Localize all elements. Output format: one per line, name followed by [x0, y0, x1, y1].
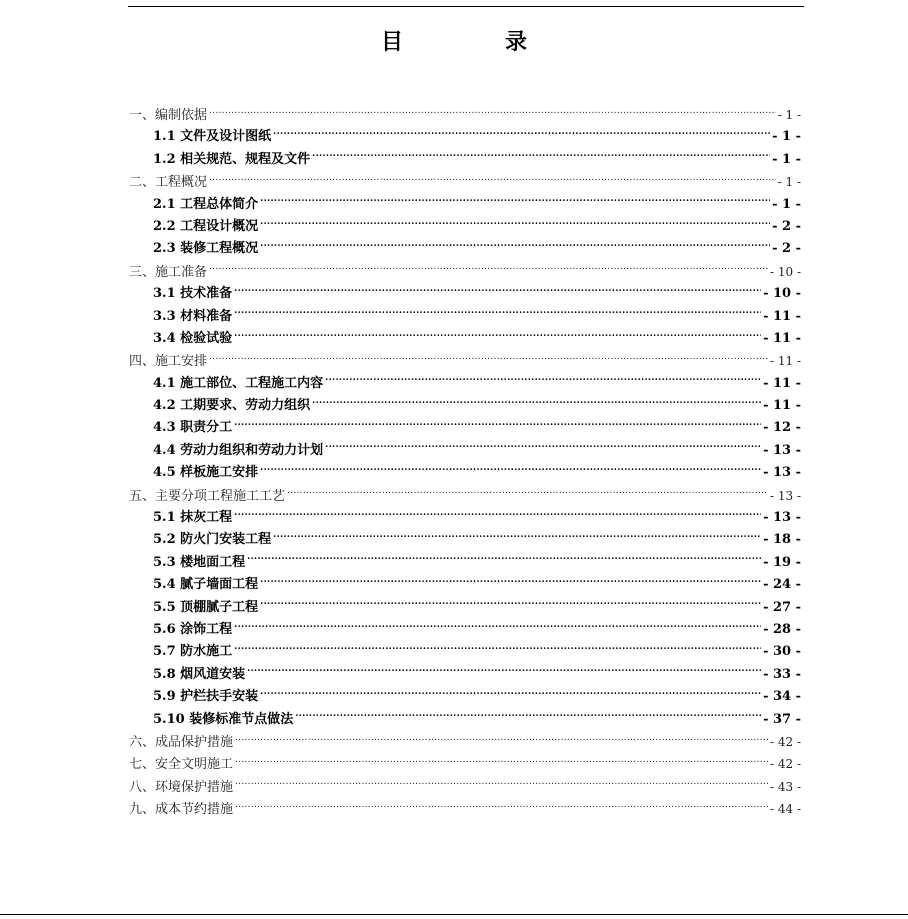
toc-entry-page-number: - 27 - [763, 599, 801, 615]
toc-section-entry[interactable] [129, 328, 801, 350]
toc-dot-leader [295, 711, 761, 723]
toc-section-entry[interactable] [129, 395, 801, 417]
toc-dot-leader [235, 756, 768, 768]
toc-section-entry[interactable] [129, 306, 801, 328]
toc-entry-label: 3.4 检验试验 [153, 330, 233, 346]
toc-section-entry[interactable] [129, 686, 801, 708]
toc-section-entry[interactable] [129, 216, 801, 238]
toc-entry-label: 2.1 工程总体简介 [153, 196, 259, 212]
toc-dot-leader [209, 107, 776, 119]
toc-section-entry[interactable] [129, 440, 801, 462]
toc-dot-leader [260, 218, 770, 230]
toc-entry-page-number: - 11 - [763, 330, 801, 346]
toc-entry-label: 4.4 劳动力组织和劳动力计划 [153, 442, 324, 458]
toc-entry-page-number: - 37 - [763, 711, 801, 727]
toc-section-entry[interactable] [129, 283, 801, 305]
toc-dot-leader [287, 488, 768, 500]
toc-section-entry[interactable] [129, 664, 801, 686]
toc-entry-label: 1.1 文件及设计图纸 [153, 129, 272, 145]
toc-entry-label: 3.3 材料准备 [153, 308, 233, 324]
toc-entry-page-number: - 1 - [777, 108, 801, 122]
toc-dot-leader [312, 151, 770, 163]
toc-entry-label: 5.7 防水施工 [153, 644, 233, 660]
toc-section-entry[interactable] [129, 462, 801, 484]
toc-section-entry[interactable] [129, 417, 801, 439]
toc-section-entry[interactable] [129, 529, 801, 551]
toc-entry-label: 4.2 工期要求、劳动力组织 [153, 398, 311, 414]
toc-entry-label: 七、安全文明施工 [129, 757, 234, 773]
toc-entry-page-number: - 1 - [777, 175, 801, 190]
toc-entry-page-number: - 19 - [763, 554, 801, 570]
toc-entry-page-number: - 1 - [772, 151, 801, 167]
toc-entry-page-number: - 42 - [769, 734, 801, 749]
toc-dot-leader [209, 264, 768, 276]
toc-entry-label: 2.2 工程设计概况 [153, 218, 259, 234]
toc-dot-leader [260, 599, 761, 611]
toc-entry-page-number: - 13 - [763, 442, 801, 458]
toc-section-entry[interactable] [129, 574, 801, 596]
toc-entry-label: 5.2 防火门安装工程 [153, 532, 272, 548]
toc-entry-page-number: - 11 - [769, 354, 801, 369]
toc-dot-leader [273, 531, 761, 543]
toc-entry-page-number: - 1 - [772, 196, 801, 212]
toc-entry-page-number: - 12 - [763, 420, 801, 436]
toc-entry-label: 4.3 职责分工 [153, 420, 233, 436]
toc-entry-page-number: - 24 - [763, 577, 801, 593]
toc-entry-label: 六、成品保护措施 [129, 734, 234, 750]
toc-dot-leader [235, 801, 768, 813]
toc-entry-label: 5.8 烟风道安装 [153, 666, 246, 682]
toc-dot-leader [234, 621, 761, 633]
toc-dot-leader [260, 576, 761, 588]
toc-entry-page-number: - 1 - [772, 129, 801, 145]
toc-dot-leader [234, 509, 761, 521]
toc-dot-leader [312, 397, 761, 409]
toc-dot-leader [260, 240, 770, 252]
toc-entry-page-number: - 11 - [763, 308, 801, 324]
toc-dot-leader [235, 779, 768, 791]
toc-dot-leader [234, 643, 761, 655]
toc-entry-label: 2.3 装修工程概况 [153, 241, 259, 257]
toc-entry-label: 1.2 相关规范、规程及文件 [153, 151, 311, 167]
toc-entry-label: 四、施工安排 [129, 354, 208, 370]
bottom-rule [0, 914, 908, 915]
toc-dot-leader [209, 174, 776, 186]
toc-dot-leader [273, 128, 770, 140]
toc-entry-page-number: - 42 - [769, 757, 801, 772]
toc-dot-leader [234, 330, 761, 342]
toc-dot-leader [234, 308, 761, 320]
toc-entry-label: 5.6 涂饰工程 [153, 621, 233, 637]
toc-entry-label: 3.1 技术准备 [153, 286, 233, 302]
toc-entry-page-number: - 34 - [763, 689, 801, 705]
toc-entry-label: 5.3 楼地面工程 [153, 554, 246, 570]
toc-entry-page-number: - 13 - [763, 510, 801, 526]
toc-chapter-entry[interactable] [129, 731, 801, 753]
toc-entry-page-number: - 11 - [763, 375, 801, 391]
toc-dot-leader [260, 464, 761, 476]
toc-section-entry[interactable] [129, 238, 801, 260]
toc-entry-page-number: - 11 - [763, 398, 801, 414]
toc-entry-page-number: - 33 - [763, 666, 801, 682]
toc-entry-page-number: - 18 - [763, 532, 801, 548]
toc-chapter-entry[interactable] [129, 350, 801, 372]
toc-chapter-entry[interactable] [129, 261, 801, 283]
toc-entry-label: 5.4 腻子墙面工程 [153, 577, 259, 593]
toc-chapter-entry[interactable] [129, 485, 801, 507]
toc-dot-leader [325, 442, 761, 454]
toc-entry-page-number: - 28 - [763, 621, 801, 637]
toc-chapter-entry[interactable] [129, 753, 801, 775]
toc-entry-page-number: - 2 - [772, 218, 801, 234]
toc-entry-label: 5.9 护栏扶手安装 [153, 689, 259, 705]
toc-section-entry[interactable] [129, 641, 801, 663]
toc-dot-leader [234, 285, 761, 297]
toc-section-entry[interactable] [129, 597, 801, 619]
toc-dot-leader [325, 375, 761, 387]
toc-entry-label: 九、成本节约措施 [129, 802, 234, 818]
table-of-contents [129, 104, 801, 821]
toc-entry-label: 4.5 样板施工安排 [153, 465, 259, 481]
toc-dot-leader [247, 554, 761, 566]
toc-chapter-entry[interactable] [129, 104, 801, 126]
toc-dot-leader [260, 196, 770, 208]
toc-dot-leader [247, 666, 761, 678]
toc-dot-leader [234, 419, 761, 431]
toc-entry-page-number: - 43 - [769, 779, 801, 794]
toc-entry-label: 一、编制依据 [129, 108, 208, 123]
toc-section-entry[interactable] [129, 709, 801, 731]
toc-section-entry[interactable] [129, 507, 801, 529]
toc-section-entry[interactable] [129, 194, 801, 216]
toc-section-entry[interactable] [129, 126, 801, 148]
toc-section-entry[interactable] [129, 619, 801, 641]
toc-entry-label: 5.1 抹灰工程 [153, 510, 233, 526]
toc-entry-page-number: - 10 - [769, 264, 801, 279]
toc-entry-label: 八、环境保护措施 [129, 779, 234, 795]
toc-dot-leader [209, 353, 768, 365]
toc-entry-page-number: - 2 - [772, 241, 801, 257]
toc-dot-leader [260, 688, 761, 700]
toc-chapter-entry[interactable] [129, 776, 801, 798]
toc-entry-page-number: - 13 - [769, 488, 801, 503]
toc-entry-label: 4.1 施工部位、工程施工内容 [153, 375, 324, 391]
toc-chapter-entry[interactable] [129, 798, 801, 820]
toc-section-entry[interactable] [129, 552, 801, 574]
toc-entry-page-number: - 44 - [769, 802, 801, 817]
toc-entry-label: 五、主要分项工程施工工艺 [129, 488, 286, 504]
toc-chapter-entry[interactable] [129, 171, 801, 193]
toc-entry-label: 二、工程概况 [129, 175, 208, 191]
toc-entry-label: 5.5 顶棚腻子工程 [153, 599, 259, 615]
toc-dot-leader [235, 734, 768, 746]
toc-section-entry[interactable] [129, 373, 801, 395]
page-title: 目 录 [380, 30, 567, 55]
top-rule [128, 6, 804, 7]
toc-section-entry[interactable] [129, 149, 801, 171]
toc-entry-page-number: - 13 - [763, 465, 801, 481]
toc-entry-page-number: - 10 - [763, 286, 801, 302]
toc-entry-label: 5.10 装修标准节点做法 [153, 711, 294, 727]
toc-entry-label: 三、施工准备 [129, 264, 208, 280]
toc-entry-page-number: - 30 - [763, 644, 801, 660]
